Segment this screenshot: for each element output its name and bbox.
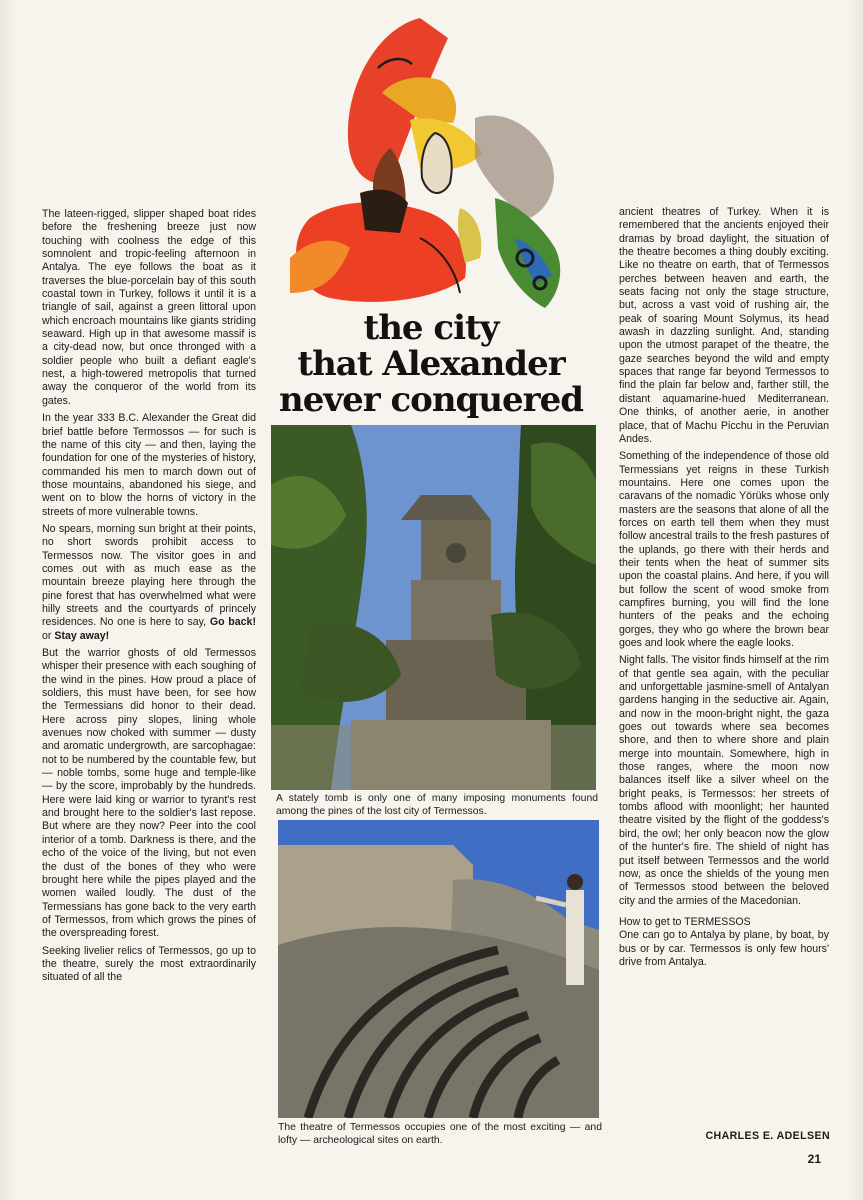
tomb-photo-caption: A stately tomb is only one of many imposing monuments found among the pines of the lost city of Termessos.	[276, 793, 598, 817]
theatre-photo	[278, 820, 599, 1118]
tomb-photo	[271, 425, 596, 790]
article-headline	[276, 310, 586, 418]
headline-line-2: that Alexander	[297, 344, 565, 384]
paragraph: Seeking livelier relics of Termessos, go up to the theatre, surely the most extraordinarily situated of all the	[42, 944, 256, 984]
travel-heading: How to get to TERMESSOS	[619, 915, 751, 928]
paragraph: Something of the independence of those old Termessians yet reigns in these Turkish mountains. Here one comes upon the caravans of the nomadic Yörüks whose only masters are the seasons that alone of all the forces on earth tell them when they must follow ancestral trails to the fresh pastures of the uplands, go there with their herds and their tents when the heat of summer sits upon the coastal plains. And here, if you will but follow the scent of wood smoke from campfires burning, you will find the lone hunters of the peaks and the echoing gorges, they who go where the brown bear goes and look where the eagle looks.	[619, 450, 829, 649]
paragraph: ancient theatres of Turkey. When it is remembered that the ancients enjoyed their dramas by broad daylight, the situation of the theatre becomes a thing doubly exciting. Like no theatre on earth, that of Termessos perches between heaven and earth, the seats facing not only the stage structure, but, across a vast void of rushing air, the peak of soaring Mount Solymus, its head awash in dazzling sunlight. And, standing upon the utmost parapet of the theatre, the gaze searches beyond the wild and empty spaces that range far beyond Termessos to find the plain far below and, farther still, the distant aquamarine-hued Mediterranean. One thinks, of another aerie, in another place, that of Machu Picchu in the Peruvian Andes.	[619, 206, 829, 445]
warrior-helmet-illustration	[270, 8, 580, 338]
author-byline: CHARLES E. ADELSEN	[705, 1130, 830, 1142]
headline-line-1: the city	[363, 308, 499, 348]
page-number: 21	[807, 1152, 821, 1166]
paragraph-text: No spears, morning sun bright at their points, no short swords prohibit access to Termessos now. The visitor goes in and comes out with as much ease as the mountain breeze playing here through the pine forest that has overwhelmed what were hilly streets and the courtyards of princely residences. No one is here to say,	[42, 522, 256, 629]
paragraph: Night falls. The visitor finds himself at the rim of that gentle sea again, with the peculiar and unforgettable jasmine-smell of Antalyan gardens hanging in the seductive air. Again, and now in the moon-bright night, the gaza goes out towards where sea becomes shore, and then to where shore and plain merge into mountain. Somewhere, high in those ranges, where the moon now balances itself like a silver wheel on the bright peaks, is Termessos: her streets of tombs aflood with moonlight; her haunted theatre visited by the flight of the goddess's bird, the owl; her only beacon now the glow of the hunter's fire. The shield of night has put itself between Termessos and the world now, as once the shields of the young men of Termessos stood between the beloved city and the armies of the Macedonian.	[619, 654, 829, 907]
headline-line-3: never conquered	[278, 380, 584, 420]
paragraph: But the warrior ghosts of old Termessos whisper their presence with each soughing of the wind in the pines. How proud a place of soldiers, this must have been, for see how the Termessians did honor to their dead. Here across piny slopes, lining whole avenues now choked with summer — dusty and aromatic undergrowth, are sarcophagae: not to be numbered by the countable few, but — noble tombs, some huge and temple-like — by the score, improbably by the hundreds. Here were laid king or warrior to tyrant's rest and brought here to the soldier's last repose. But where are they now? Peer into the cool interior of a tomb. Darkness is there, and the echo of the voice of the living, but not even the dust of the bones of they who were brought here while the pipes played and the women wailed loudly. The dust of the Termessians has gone back to the very earth of Termessos, from which grows the pines of the overspreading forest.	[42, 647, 256, 940]
theatre-photo-caption: The theatre of Termessos occupies one of the most exciting — and lofty — archeological sites on earth.	[278, 1122, 602, 1146]
left-text-column	[42, 208, 256, 989]
travel-info: One can go to Antalya by plane, by boat, by bus or by car. Termessos is only few hours' drive from Antalya.	[619, 929, 829, 968]
paragraph: The lateen-rigged, slipper shaped boat rides before the freshening breeze just now touching with coolness the edge of this somnolent and tropic-feeling afternoon in Antalya. The eye follows the boat as it traverses the blue-porcelain bay of this south coastal town in Turkey, follows it until it is a triangle of sail, against a green littoral upon which encroach mountains like giants striding seaward. High up in that awesome massif is a city-dead now, but once thronged with a soldier people who built a defiant eagle's nest, a high-towered metropolis that turned away the conqueror of the world from its gates.	[42, 208, 256, 407]
right-text-column	[619, 206, 829, 973]
paragraph	[42, 523, 256, 643]
emphasis-stay-away: Stay away!	[54, 629, 110, 642]
emphasis-go-back: Go back!	[209, 616, 256, 629]
conjunction-text: or	[42, 629, 55, 642]
paragraph: In the year 333 B.C. Alexander the Great did brief battle before Termossos — for such is the name of this city — and then, laying the foundation for one of the mysteries of history, commanded his men to march down out of those mountains, abandoned his siege, and went on to blow the horns of victory in the streets of more vulnerable towns.	[42, 412, 256, 518]
